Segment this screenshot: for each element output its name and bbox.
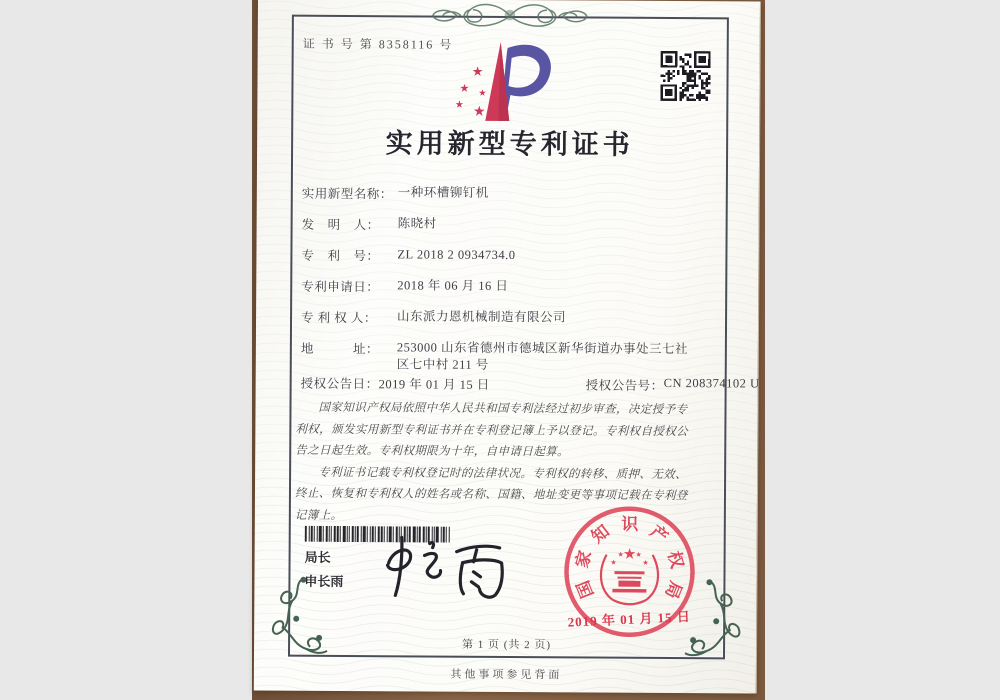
director-title: 局长 <box>304 549 331 565</box>
national-emblem <box>601 547 658 605</box>
field-row-name <box>302 184 702 204</box>
cnipa-logo <box>437 40 568 127</box>
field-label: 专 利 权 人： <box>301 310 377 326</box>
seal-char: 产 <box>646 521 672 548</box>
field-value: 一种环槽铆钉机 <box>397 185 489 200</box>
field-value: CN 208374102 U <box>663 375 760 391</box>
seal-char: 知 <box>587 521 614 547</box>
field-value: ZL 2018 2 0934734.0 <box>397 247 516 263</box>
seal-char: 识 <box>621 514 639 534</box>
field-row-grant <box>300 374 760 394</box>
director-signature <box>372 529 522 602</box>
certificate-sheet <box>254 0 761 694</box>
field-label: 授权公告号： <box>585 378 664 393</box>
seal-char: 权 <box>664 549 687 571</box>
field-row-patent-no <box>301 246 701 266</box>
page-info: 第 1 页 (共 2 页) <box>461 638 552 652</box>
field-label: 地 址： <box>300 341 379 357</box>
field-value: 2019 年 01 月 15 日 <box>378 377 490 392</box>
star-icon: ★ <box>472 104 486 120</box>
certificate-photo <box>252 0 765 700</box>
seal-date: 2019 年 01 月 15 日 <box>567 608 692 630</box>
field-label: 专 利 号： <box>301 248 380 264</box>
star-icon: ★ <box>459 82 470 95</box>
star-icon: ★ <box>478 87 487 98</box>
director-block <box>304 546 343 594</box>
field-value: 2018 年 06 月 16 日 <box>397 278 509 293</box>
director-name: 申长雨 <box>304 573 344 589</box>
star-icon: ★ <box>617 550 624 559</box>
star-icon: ★ <box>635 550 642 559</box>
seal-char: 国 <box>573 577 598 601</box>
star-icon: ★ <box>642 558 649 567</box>
field-row-inventor <box>302 215 702 235</box>
seal-char: 局 <box>661 578 686 602</box>
field-label: 实用新型名称： <box>301 186 393 202</box>
field-label: 授权公告日： <box>300 376 379 392</box>
field-row-patentee <box>301 308 701 328</box>
field-value: 253000 山东省德州市德城区新华街道办事处三七社区七中村 211 号 <box>396 340 689 372</box>
paragraph: 专利证书记载专利权登记时的法律状况。专利权的转移、质押、无效、终止、恢复和专利权人的姓名或名称、国籍、地址变更等事项记载在专利登记簿上。 <box>294 466 688 522</box>
field-label: 专利申请日： <box>301 279 380 295</box>
qr-code <box>660 51 710 101</box>
top-ornament <box>425 0 595 37</box>
seal-char: 家 <box>572 548 596 570</box>
certificate-title: 实用新型专利证书 <box>385 128 634 160</box>
field-row-address <box>301 339 701 375</box>
star-icon: ★ <box>454 99 464 111</box>
field-row-filing-date <box>301 277 701 297</box>
paragraph: 国家知识产权局依照中华人民共和国专利法经过初步审查，决定授予专利权，颁发实用新型专利证书并在专利登记簿上予以登记。专利权自授权公告之日起生效。专利权期限为十年，自申请日起算。 <box>295 401 689 459</box>
star-icon: ★ <box>610 558 617 567</box>
field-value: 陈晓村 <box>397 216 437 231</box>
back-note: 其他事项参见背面 <box>450 668 563 682</box>
star-icon: ★ <box>471 63 484 79</box>
field-value: 山东派力恩机械制造有限公司 <box>397 309 567 325</box>
field-label: 发 明 人： <box>301 217 380 233</box>
certificate-number: 证 书 号 第 8358116 号 <box>302 36 454 52</box>
star-icon: ★ <box>622 546 637 563</box>
